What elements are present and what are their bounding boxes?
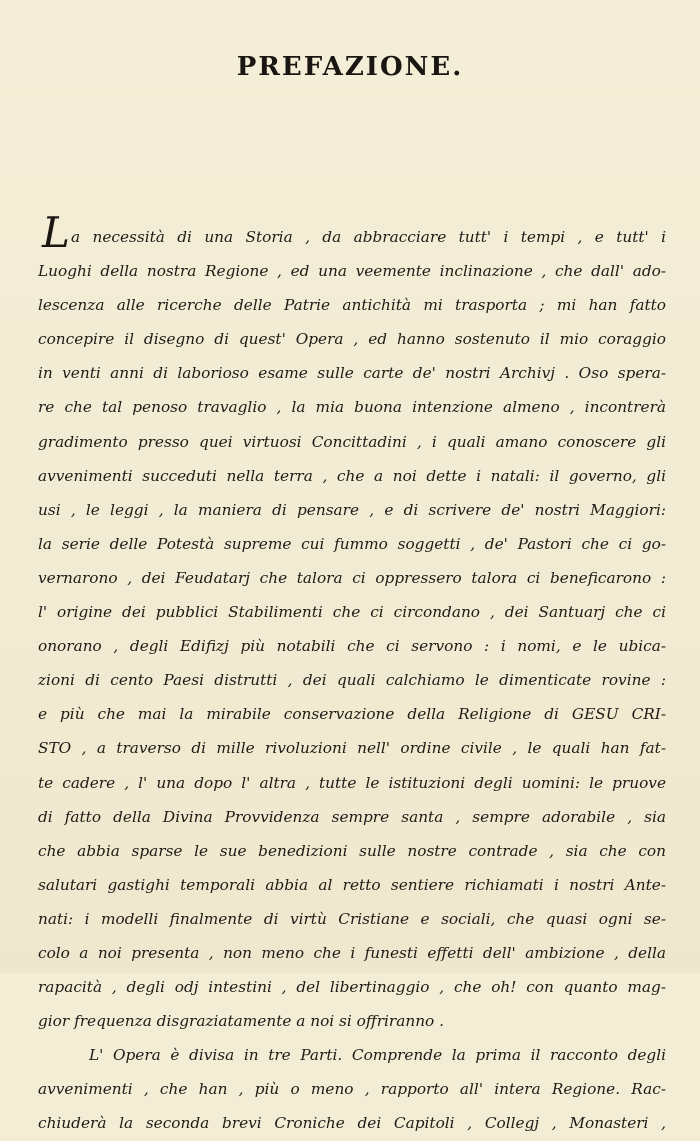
text-line: Luoghi della nostra Regione , ed una veemente inclinazione , che dall' ado- bbox=[38, 262, 666, 281]
paragraph-2 bbox=[38, 1038, 666, 1140]
preface-body bbox=[38, 220, 666, 1141]
text-line: L' Opera è divisa in tre Parti. Comprende la prima il racconto degli bbox=[89, 1046, 666, 1065]
paragraph-1 bbox=[38, 220, 666, 1038]
text-line: avvenimenti , che han , più o meno , rapporto all' intera Regione. Rac- bbox=[38, 1080, 666, 1099]
text-line: di fatto della Divina Provvidenza sempre santa , sempre adorabile , sia bbox=[38, 807, 666, 826]
text-line: a necessità di una Storia , da abbracciare tutt' i tempi , e tutt' i bbox=[71, 228, 666, 246]
drop-cap: L bbox=[42, 208, 70, 257]
text-line: chiuderà la seconda brevi Croniche dei Capitoli , Collegj , Monasteri , bbox=[38, 1114, 666, 1133]
page-title: PREFAZIONE. bbox=[236, 52, 464, 82]
text-line: zioni di cento Paesi distrutti , dei quali calchiamo le dimenticate rovine : bbox=[38, 671, 666, 690]
text-line: gradimento presso quei virtuosi Concittadini , i quali amano conoscere gli bbox=[38, 432, 666, 451]
text-line: re che tal penoso travaglio , la mia buona intenzione almeno , incontrerà bbox=[38, 398, 666, 417]
text-line: in venti anni di laborioso esame sulle carte de' nostri Archivj . Oso spera- bbox=[38, 364, 666, 383]
text-line: e più che mai la mirabile conservazione della Religione di GESU CRI- bbox=[38, 705, 666, 724]
text-line: vernarono , dei Feudatarj che talora ci oppressero talora ci beneficarono : bbox=[38, 568, 666, 587]
text-line: avvenimenti succeduti nella terra , che a noi dette i natali: il governo, gli bbox=[38, 466, 666, 485]
text-line: usi , le leggi , la maniera di pensare , e di scrivere de' nostri Maggiori: bbox=[38, 500, 666, 519]
text-line: salutari gastighi temporali abbia al retto sentiere richiamati i nostri Ante- bbox=[38, 875, 666, 894]
text-line: che abbia sparse le sue benedizioni sulle nostre contrade , sia che con bbox=[38, 841, 666, 860]
text-line: rapacità , degli odj intestini , del libertinaggio , che oh! con quanto mag- bbox=[38, 978, 666, 997]
text-line: te cadere , l' una dopo l' altra , tutte le istituzioni degli uomini: le pruove bbox=[38, 773, 666, 792]
text-line: nati: i modelli finalmente di virtù Cristiane e sociali, che quasi ogni se- bbox=[38, 909, 666, 928]
text-line: lescenza alle ricerche delle Patrie antichità mi trasporta ; mi han fatto bbox=[38, 296, 666, 315]
text-line: l' origine dei pubblici Stabilimenti che ci circondano , dei Santuarj che ci bbox=[38, 603, 666, 622]
text-line: gior frequenza disgraziatamente a noi si offriranno . bbox=[38, 1012, 444, 1031]
text-line: onorano , degli Edifizj più notabili che ci servono : i nomi, e le ubica- bbox=[38, 637, 666, 656]
text-line: concepire il disegno di quest' Opera , ed hanno sostenuto il mio coraggio bbox=[38, 330, 666, 349]
text-line: la serie delle Potestà supreme cui fummo soggetti , de' Pastori che ci go- bbox=[38, 534, 666, 553]
text-line: colo a noi presenta , non meno che i funesti effetti dell' ambizione , della bbox=[38, 943, 666, 962]
text-line: STO , a traverso di mille rivoluzioni nell' ordine civile , le quali han fat- bbox=[38, 739, 666, 758]
